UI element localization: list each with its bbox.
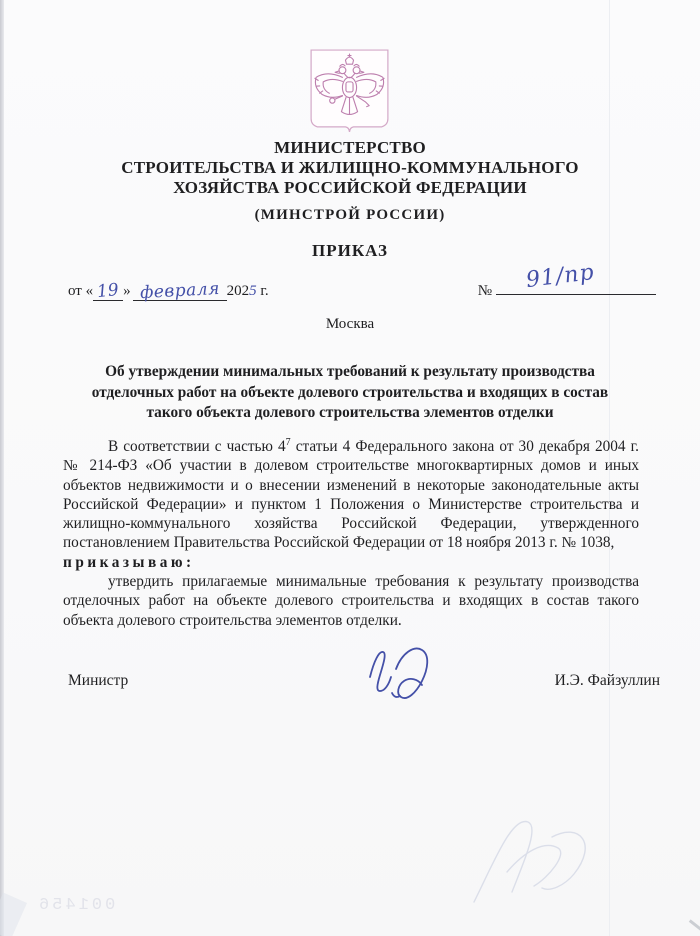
scan-corner-mark [689, 919, 700, 931]
handwritten-number: 91/пр [524, 259, 596, 294]
order-body [63, 437, 639, 630]
scan-corner-haze [0, 892, 27, 936]
bleed-through-signature-icon [452, 792, 627, 922]
body-paragraph-2: утвердить прилагаемые минимальные требования к результату производства отделочных работ на объекте долевого строительства и входящих в состав такого объекта долевого строительства элементов отделки. [63, 573, 639, 629]
date-field [68, 278, 269, 304]
russian-coat-of-arms-icon [301, 47, 398, 140]
decree-word: приказываю: [63, 553, 195, 571]
date-year-suffix: г. [256, 283, 269, 299]
date-number-row [68, 259, 656, 304]
date-month-slot [133, 278, 227, 304]
bleed-through-number: 001456 [36, 896, 116, 915]
ministry-name-line3: ХОЗЯЙСТВА РОССИЙСКОЙ ФЕДЕРАЦИИ [173, 178, 527, 197]
para1-superscript: 7 [285, 436, 291, 448]
date-day-slot [93, 280, 123, 301]
handwritten-day: 19 [96, 279, 120, 303]
document-type: ПРИКАЗ [312, 241, 388, 260]
signer-name: И.Э. Файзуллин [554, 672, 660, 689]
order-number-field [477, 259, 656, 300]
number-label: № [477, 283, 492, 299]
para1-text-rest: статьи 4 Федерального закона от 30 декабря 2004 г. № 214-ФЗ «Об участии в долевом строительстве многоквартирных домов и иных объектов недвижимости и о внесении изменений в некоторые законодательные акты Российской Федерации» и пунктом 1 Положения о Министерстве строительства и жилищно-коммунального хозяйства Российской Федерации, утвержденного постановлением Правительства Российской Федерации от 18 ноября 2013 г. № 1038, [63, 438, 640, 552]
date-close-quote: » [123, 283, 131, 299]
minister-signature-icon [352, 641, 462, 711]
ministry-name-line1: МИНИСТЕРСТВО [274, 138, 426, 157]
city-label: Москва [325, 316, 375, 332]
signer-position: Министр [68, 672, 129, 689]
date-year-printed: 202 [226, 283, 250, 299]
ministry-name-line2: СТРОИТЕЛЬСТВА И ЖИЛИЩНО-КОММУНАЛЬНОГО [121, 158, 579, 177]
ministry-short-name: (МИНСТРОЙ РОССИИ) [254, 207, 446, 223]
order-title: Об утверждении минимальных требований к результату производства отделочных работ на объекте долевого строительства и входящих в состав такого объекта долевого строительства элементов отделки [91, 363, 609, 421]
para1-text-start: В соответствии с частью 4 [108, 438, 286, 455]
handwritten-year-digit: 5 [249, 283, 257, 299]
body-paragraph-1 [63, 437, 639, 553]
date-prefix: от « [68, 283, 94, 299]
number-slot [496, 259, 656, 295]
handwritten-month: февраля [139, 278, 220, 304]
